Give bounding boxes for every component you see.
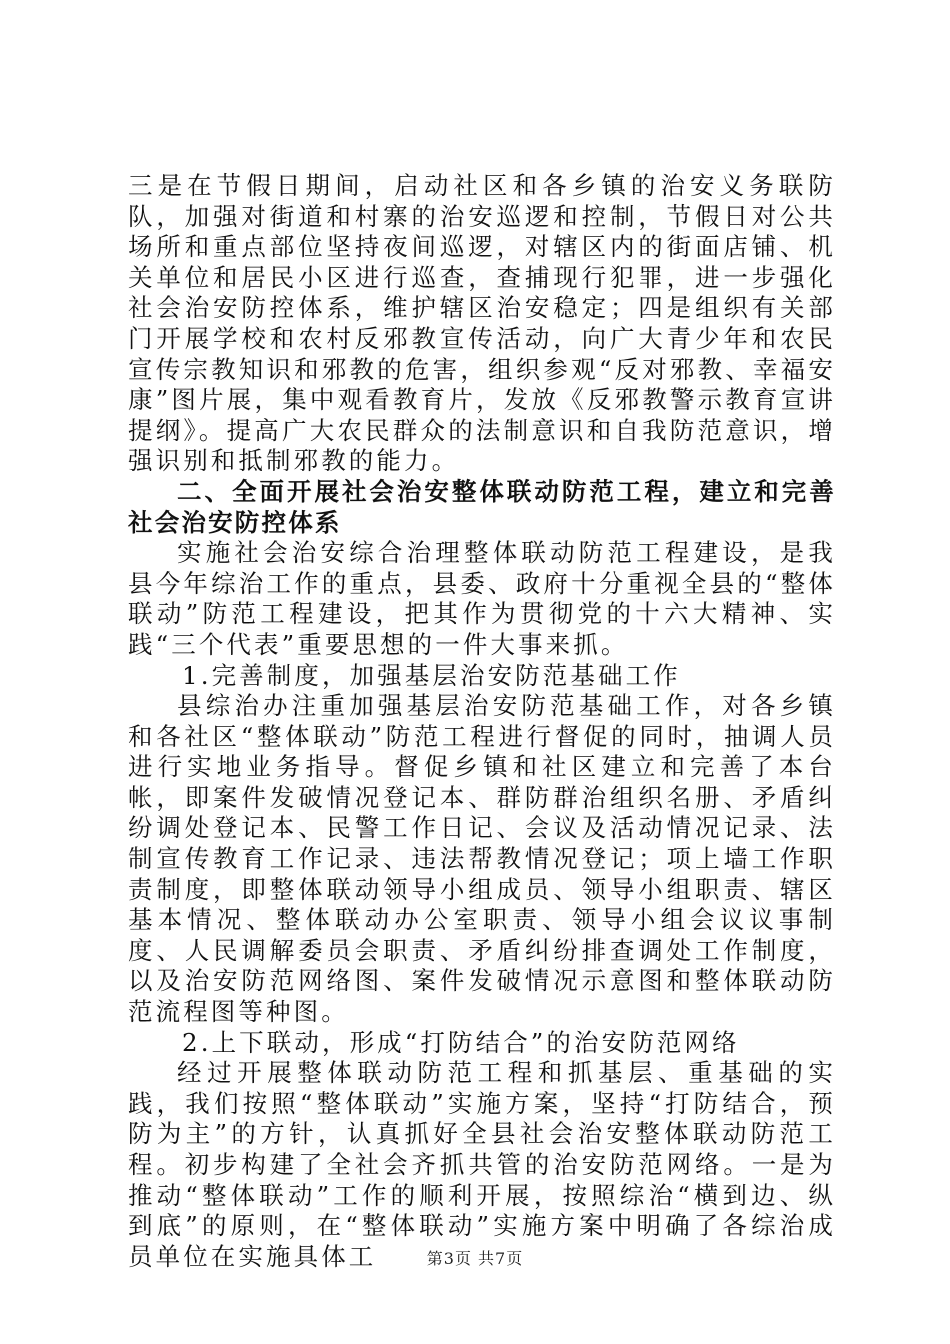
subheading-2: 2.上下联动，形成“打防结合”的治安防范网络 xyxy=(182,1027,740,1057)
subheading-1: 1.完善制度，加强基层治安防范基础工作 xyxy=(182,660,681,690)
document-body xyxy=(128,171,836,1272)
section-heading: 二、全面开展社会治安整体联动防范工程，建立和完善社会治安防控体系 xyxy=(128,476,836,537)
paragraph-overview: 实施社会治安综合治理整体联动防范工程建设，是我县今年综治工作的重点，县委、政府十分重视全县的“整体联动”防范工程建设，把其作为贯彻党的十六大精神、实践“三个代表”重要思想的一件大事来抓。 xyxy=(128,538,836,659)
paragraph-basic-work: 县综治办注重加强基层治安防范基础工作，对各乡镇和各社区“整体联动”防范工程进行督促的同时，抽调人员进行实地业务指导。督促乡镇和社区建立和完善了本台帐，即案件发破情况登记本、群防群治组织名册、矛盾纠纷调处登记本、民警工作日记、会议及活动情况记录、法制宣传教育工作记录、违法帮教情况登记；项上墙工作职责制度，即整体联动领导小组成员、领导小组职责、辖区基本情况、整体联动办公室职责、领导小组会议议事制度、人民调解委员会职责、矛盾纠纷排查调处工作制度，以及治安防范网络图、案件发破情况示意图和整体联动防范流程图等种图。 xyxy=(128,691,836,1027)
paragraph-linkage: 经过开展整体联动防范工程和抓基层、重基础的实践，我们按照“整体联动”实施方案，坚持“打防结合，预防为主”的方针，认真抓好全县社会治安整体联动防范工程。初步构建了全社会齐抓共管的治安防范网络。一是为推动“整体联动”工作的顺利开展，按照综治“横到边、纵到底”的原则，在“整体联动”实施方案中明确了各综治成员单位在实施具体工 xyxy=(128,1058,836,1271)
page-number-footer: 第3页 共7页 xyxy=(426,1249,524,1268)
paragraph-crime-prevention: 三是在节假日期间，启动社区和各乡镇的治安义务联防队，加强对街道和村寨的治安巡逻和控制，节假日对公共场所和重点部位坚持夜间巡逻，对辖区内的街面店铺、机关单位和居民小区进行巡查，查捕现行犯罪，进一步强化社会治安防控体系，维护辖区治安稳定；四是组织有关部门开展学校和农村反邪教宣传活动，向广大青少年和农民宣传宗教知识和邪教的危害，组织参观“反对邪教、幸福安康”图片展，集中观看教育片，发放《反邪教警示教育宣讲提纲》。提高广大农民群众的法制意识和自我防范意识，增强识别和抵制邪教的能力。 xyxy=(128,171,836,476)
